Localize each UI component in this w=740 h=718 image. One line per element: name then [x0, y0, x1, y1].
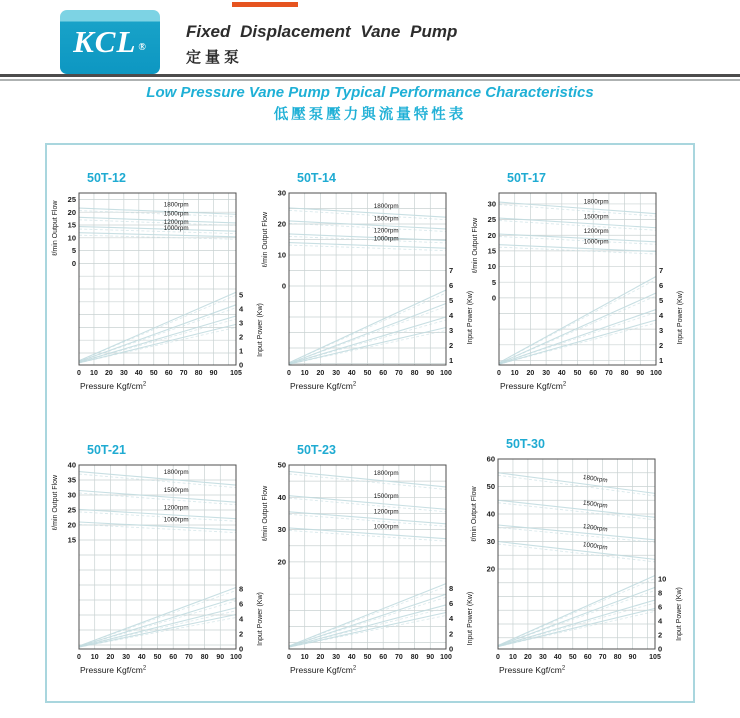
header-divider-light [0, 79, 740, 81]
power-tick-label: 2 [449, 341, 454, 351]
chart-canvas-50t-23 [259, 461, 480, 681]
power-tick-label: 2 [449, 629, 454, 639]
power-tick-label: 0 [239, 360, 244, 370]
x-tick-label: 80 [194, 370, 203, 377]
y-axis-label-flow: ℓ/min Output Flow [52, 474, 59, 531]
power-tick-label: 4 [449, 614, 454, 624]
chart-cell-50t-17 [469, 171, 694, 397]
x-tick-label: 10 [300, 654, 309, 661]
x-tick-label: 105 [230, 370, 242, 377]
chart-canvas-50t-12 [49, 189, 270, 397]
chart-cell-50t-21 [49, 443, 274, 681]
section-subtitle-zh: 低壓泵壓力與流量特性表 [273, 107, 467, 123]
x-tick-label: 0 [77, 370, 81, 377]
y-axis-label-power: Input Power (Kw) [676, 587, 683, 641]
x-tick-label: 0 [77, 654, 81, 661]
legend-label: 1000rpm [582, 541, 609, 552]
x-axis-label: Pressure Kgf/$cm^2$ [290, 381, 357, 391]
chart-title: 50T-12 [87, 171, 126, 185]
flow-tick-label: 15 [67, 535, 76, 545]
legend-label: 1800rpm [373, 469, 399, 477]
chart-canvas-50t-14 [259, 189, 480, 397]
flow-tick-label: 30 [277, 189, 286, 198]
x-tick-label: 30 [122, 654, 130, 661]
chart-title: 50T-21 [87, 443, 126, 457]
x-tick-label: 100 [650, 370, 662, 377]
power-tick-label: 6 [449, 281, 454, 291]
header-divider-dark [0, 74, 740, 77]
power-tick-label: 4 [658, 616, 663, 626]
y-axis-label-flow: ℓ/min Output Flow [472, 217, 479, 274]
x-tick-label: 20 [105, 370, 113, 377]
chart-cell-50t-23 [259, 443, 484, 681]
x-tick-label: 70 [185, 654, 193, 661]
x-tick-label: 100 [440, 654, 452, 661]
x-tick-label: 105 [649, 654, 661, 661]
x-tick-label: 80 [410, 654, 419, 661]
power-tick-label: 8 [658, 588, 663, 598]
power-tick-label: 6 [659, 281, 664, 291]
power-tick-label: 5 [449, 296, 454, 306]
page-title-en: Fixed Displacement Vane Pump [186, 22, 458, 41]
chart-cell-50t-12 [49, 171, 274, 397]
x-tick-label: 80 [613, 654, 622, 661]
flow-tick-label: 30 [486, 537, 495, 547]
x-tick-label: 60 [583, 654, 592, 661]
flow-tick-label: 30 [67, 490, 76, 500]
x-tick-label: 60 [379, 370, 388, 377]
flow-tick-label: 60 [486, 455, 495, 464]
x-tick-label: 100 [230, 654, 242, 661]
x-tick-label: 40 [134, 370, 143, 377]
x-tick-label: 0 [496, 654, 500, 661]
legend-label: 1500rpm [373, 493, 399, 501]
power-tick-label: 3 [449, 326, 454, 336]
x-tick-label: 0 [287, 370, 291, 377]
flow-tick-label: 0 [491, 293, 496, 303]
x-tick-label: 90 [216, 654, 225, 661]
legend-label: 1200rpm [163, 219, 189, 227]
x-tick-label: 30 [538, 654, 547, 661]
y-axis-label-power: Input Power (Kw) [257, 303, 264, 357]
x-tick-label: 60 [169, 654, 178, 661]
legend-label: 1000rpm [583, 238, 609, 246]
x-tick-label: 50 [573, 370, 582, 377]
power-tick-label: 7 [659, 266, 664, 276]
flow-tick-label: 25 [487, 215, 496, 225]
legend-label: 1800rpm [373, 202, 399, 210]
flow-tick-label: 0 [281, 281, 286, 291]
flow-tick-label: 25 [67, 195, 76, 204]
legend-label: 1500rpm [373, 215, 399, 223]
x-tick-label: 70 [179, 370, 188, 377]
x-tick-label: 30 [332, 654, 340, 661]
power-tick-label: 10 [658, 574, 667, 584]
x-tick-label: 40 [347, 370, 356, 377]
x-tick-label: 40 [347, 654, 356, 661]
x-tick-label: 10 [90, 654, 99, 661]
power-tick-label: 6 [658, 602, 663, 612]
x-tick-label: 80 [620, 370, 629, 377]
y-axis-label-flow: ℓ/min Output Flow [262, 211, 269, 268]
legend-label: 1800rpm [163, 468, 189, 476]
flow-tick-label: 10 [487, 262, 496, 272]
y-axis-label-flow: ℓ/min Output Flow [262, 485, 269, 542]
power-tick-label: 3 [659, 326, 664, 336]
kcl-logo [60, 10, 160, 74]
x-tick-label: 80 [410, 370, 419, 377]
flow-tick-label: 20 [67, 520, 76, 530]
power-tick-label: 4 [239, 614, 244, 624]
power-curve [79, 324, 236, 363]
flow-curve [498, 542, 655, 560]
flow-curve-dashed [498, 544, 655, 562]
x-tick-label: 70 [605, 370, 613, 377]
y-axis-label-flow: ℓ/min Output Flow [52, 200, 59, 256]
power-curve [498, 600, 655, 646]
legend-label: 1000rpm [373, 523, 399, 531]
x-tick-label: 30 [119, 370, 128, 377]
chart-title: 50T-30 [506, 437, 545, 451]
x-tick-label: 50 [153, 654, 162, 661]
x-tick-label: 90 [209, 370, 218, 377]
x-tick-label: 20 [316, 370, 325, 377]
x-tick-label: 70 [395, 654, 403, 661]
x-axis-label: Pressure Kgf/$cm^2$ [499, 665, 566, 675]
x-tick-label: 40 [137, 654, 146, 661]
power-tick-label: 0 [239, 644, 244, 654]
chart-title: 50T-23 [297, 443, 336, 457]
flow-tick-label: 10 [277, 250, 286, 260]
flow-tick-label: 50 [486, 482, 495, 492]
power-tick-label: 4 [659, 311, 664, 321]
flow-tick-label: 30 [487, 199, 496, 209]
power-tick-label: 1 [449, 356, 454, 366]
flow-curve [498, 473, 655, 494]
chart-title: 50T-17 [507, 171, 546, 185]
power-tick-label: 8 [239, 584, 244, 594]
legend-label: 1000rpm [373, 235, 399, 243]
x-tick-label: 70 [598, 654, 607, 661]
power-tick-label: 6 [239, 599, 244, 609]
x-tick-label: 30 [542, 370, 550, 377]
x-tick-label: 80 [200, 654, 209, 661]
x-tick-label: 0 [497, 370, 501, 377]
power-tick-label: 5 [659, 296, 664, 306]
chart-cell-50t-14 [259, 171, 484, 397]
power-tick-label: 0 [658, 644, 663, 654]
flow-curve-dashed [498, 503, 655, 520]
x-axis-label: Pressure Kgf/$cm^2$ [290, 665, 357, 675]
flow-tick-label: 5 [71, 246, 76, 256]
legend-label: 1200rpm [582, 523, 609, 534]
charts-panel [45, 143, 695, 703]
flow-tick-label: 20 [67, 207, 76, 217]
x-tick-label: 60 [164, 370, 173, 377]
y-axis-label-power: Input Power (Kw) [677, 290, 684, 345]
x-tick-label: 100 [440, 370, 452, 377]
page-title-zh: 定量泵 [186, 49, 244, 66]
x-tick-label: 50 [363, 654, 372, 661]
legend-label: 1500rpm [163, 486, 189, 494]
x-axis-label: Pressure Kgf/$cm^2$ [500, 381, 567, 391]
legend-label: 1800rpm [163, 201, 189, 209]
flow-curve-dashed [498, 528, 655, 543]
flow-tick-label: 25 [67, 505, 76, 515]
power-curve [79, 292, 236, 361]
x-tick-label: 60 [379, 654, 388, 661]
x-tick-label: 10 [300, 370, 309, 377]
flow-tick-label: 15 [487, 246, 496, 256]
flow-tick-label: 20 [277, 557, 286, 567]
legend-label: 1000rpm [163, 224, 189, 232]
legend-label: 1500rpm [163, 210, 189, 218]
chart-canvas-50t-21 [49, 461, 270, 681]
x-axis-label: Pressure Kgf/$cm^2$ [80, 381, 147, 391]
legend-label: 1800rpm [582, 473, 609, 485]
power-tick-label: 8 [449, 583, 454, 593]
x-tick-label: 90 [426, 370, 435, 377]
x-tick-label: 90 [628, 654, 637, 661]
flow-tick-label: 40 [67, 461, 76, 470]
x-tick-label: 20 [526, 370, 535, 377]
x-tick-label: 20 [524, 654, 532, 661]
flow-tick-label: 0 [71, 259, 76, 268]
flow-curve [498, 500, 655, 517]
flow-tick-label: 20 [487, 230, 496, 240]
chart-canvas-50t-30 [468, 455, 689, 681]
x-tick-label: 70 [395, 370, 403, 377]
flow-tick-label: 15 [67, 220, 76, 230]
power-curve [79, 316, 236, 362]
power-tick-label: 2 [658, 630, 663, 640]
x-tick-label: 0 [287, 654, 291, 661]
flow-tick-label: 30 [277, 525, 286, 535]
flow-tick-label: 20 [277, 219, 286, 229]
power-tick-label: 1 [659, 356, 664, 366]
flow-tick-label: 40 [486, 509, 495, 519]
x-tick-label: 50 [568, 654, 577, 661]
registered-mark: ® [138, 42, 147, 53]
legend-label: 1200rpm [163, 504, 189, 512]
legend-label: 1500rpm [582, 499, 609, 510]
power-tick-label: 0 [449, 644, 454, 654]
x-tick-label: 60 [589, 370, 598, 377]
chart-title: 50T-14 [297, 171, 336, 185]
power-curve [498, 608, 655, 646]
flow-curve [498, 525, 655, 540]
flow-curve [79, 217, 236, 223]
power-tick-label: 6 [449, 599, 454, 608]
y-axis-label-power: Input Power (Kw) [467, 591, 474, 646]
x-tick-label: 20 [106, 654, 115, 661]
power-tick-label: 3 [239, 318, 244, 328]
flow-curve [79, 224, 236, 232]
flow-tick-label: 35 [67, 475, 76, 485]
flow-tick-label: 20 [486, 564, 495, 574]
kcl-logo-text [73, 24, 147, 60]
plot-border [498, 459, 655, 649]
x-tick-label: 20 [316, 654, 325, 661]
y-axis-label-power: Input Power (Kw) [257, 592, 264, 646]
power-tick-label: 2 [239, 332, 244, 342]
chart-cell-50t-30 [468, 437, 693, 681]
kcl-logo-word: KCL [73, 24, 137, 59]
flow-tick-label: 40 [277, 492, 286, 502]
chart-canvas-50t-17 [469, 189, 690, 397]
legend-label: 1800rpm [583, 198, 609, 206]
accent-bar [232, 2, 298, 7]
y-axis-label-flow: ℓ/min Output Flow [471, 486, 478, 542]
flow-tick-label: 5 [491, 277, 496, 287]
x-tick-label: 90 [636, 370, 645, 377]
y-axis-label-power: Input Power (Kw) [467, 290, 474, 345]
legend-label: 1000rpm [163, 516, 189, 524]
flow-curve-dashed [498, 475, 655, 496]
legend-label: 1500rpm [583, 213, 609, 221]
x-tick-label: 50 [363, 370, 372, 377]
power-tick-label: 4 [449, 311, 454, 321]
x-axis-label: Pressure Kgf/$cm^2$ [80, 665, 147, 675]
x-tick-label: 10 [509, 654, 517, 661]
power-tick-label: 2 [239, 629, 244, 639]
legend-label: 1200rpm [373, 227, 399, 235]
flow-tick-label: 50 [277, 461, 286, 470]
power-tick-label: 7 [449, 266, 454, 276]
x-tick-label: 10 [510, 370, 519, 377]
power-tick-label: 4 [239, 304, 244, 314]
power-tick-label: 2 [659, 341, 664, 351]
x-tick-label: 40 [557, 370, 566, 377]
section-subtitle-en: Low Pressure Vane Pump Typical Performance Characteristics [146, 84, 594, 101]
legend-label: 1200rpm [583, 228, 609, 236]
legend-label: 1200rpm [373, 508, 399, 516]
flow-tick-label: 10 [67, 233, 76, 243]
x-tick-label: 90 [426, 654, 435, 661]
power-tick-label: 5 [239, 290, 244, 300]
x-tick-label: 10 [90, 370, 98, 377]
x-tick-label: 40 [553, 654, 562, 661]
x-tick-label: 50 [149, 370, 158, 377]
power-tick-label: 1 [239, 346, 244, 356]
x-tick-label: 30 [332, 370, 340, 377]
